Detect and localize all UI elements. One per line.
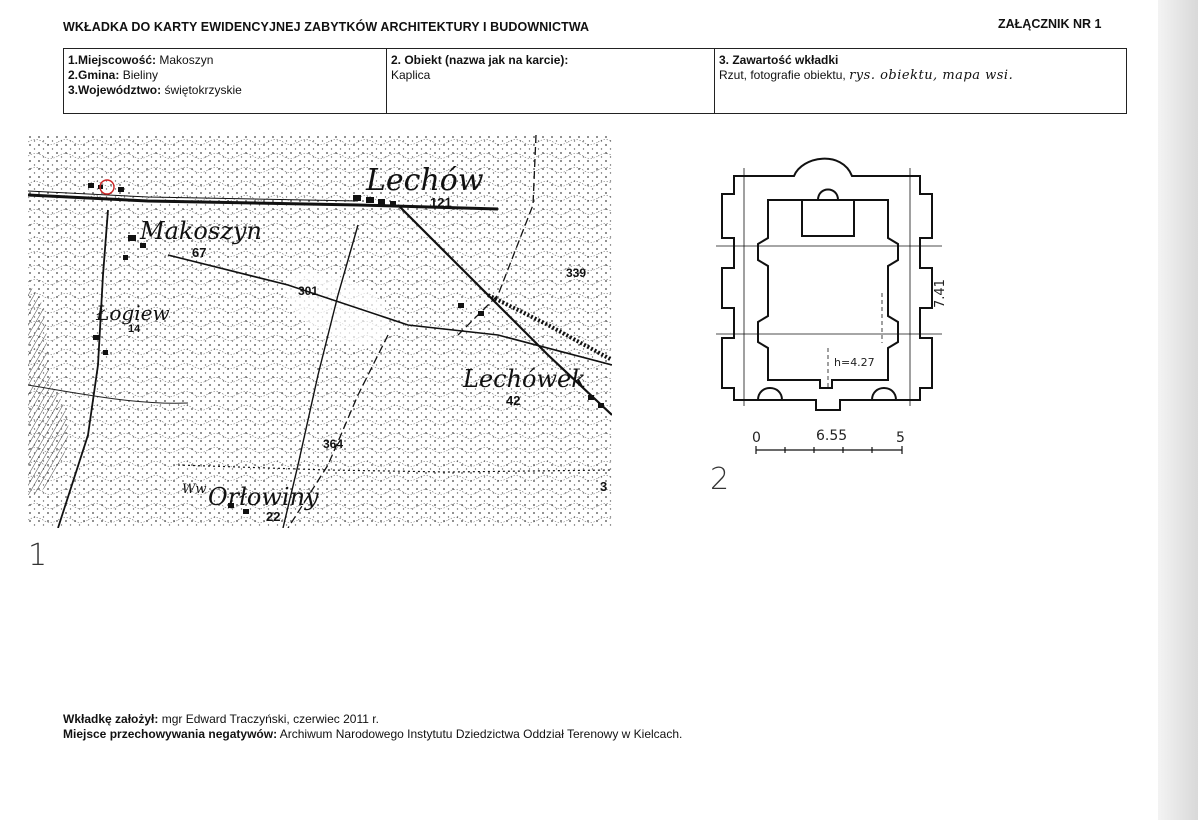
contents-cell <box>714 49 1126 113</box>
voivodeship-row <box>68 83 382 98</box>
contents-printed: Rzut, fotografie obiektu, <box>719 68 846 82</box>
map-label-logiew: Łogiew <box>96 301 170 325</box>
voivodeship-label: 3.Województwo: <box>68 83 162 97</box>
object-value: Kaplica <box>391 68 431 82</box>
floor-plan-drawing <box>712 148 972 468</box>
map-label-ww: Ww <box>182 482 207 497</box>
attachment-number: ZAŁĄCZNIK NR 1 <box>998 17 1102 31</box>
map-number-121: 121 <box>430 195 452 210</box>
voivodeship-value: świętokrzyskie <box>164 83 242 97</box>
storage-row <box>63 727 682 742</box>
map-graphic <box>28 135 612 528</box>
founder-value: mgr Edward Traczyński, czerwiec 2011 r. <box>161 712 379 726</box>
plan-scale-start: 0 <box>752 430 761 446</box>
plan-height-note: h=4.27 <box>834 356 875 369</box>
map-label-makoszyn: Makoszyn <box>140 217 262 245</box>
village-map <box>28 135 612 528</box>
map-number-3: 3 <box>600 479 608 494</box>
locality-row <box>68 53 382 68</box>
map-label-lechowek: Lechówek <box>463 365 586 393</box>
map-number-67: 67 <box>192 245 207 260</box>
map-number-339: 339 <box>566 266 587 280</box>
storage-value: Archiwum Narodowego Instytutu Dziedzictwa Oddział Terenowy w Kielcach. <box>279 727 683 741</box>
object-label: 2. Obiekt (nazwa jak na karcie): <box>391 53 569 67</box>
map-number-301: 301 <box>298 284 319 298</box>
founder-label: Wkładkę założył: <box>63 712 159 726</box>
locality-value: Makoszyn <box>159 53 214 67</box>
map-label-orlowiny: Orłowiny <box>208 483 319 511</box>
map-label-lechow: Lechów <box>366 163 484 198</box>
figure-number-2: 2 <box>710 462 730 497</box>
figure-number-1: 1 <box>28 538 48 573</box>
plan-axis-lines <box>716 168 942 406</box>
chapel-floor-plan <box>712 148 972 468</box>
map-number-14: 14 <box>128 323 141 335</box>
locality-label: 1.Miejscowość: <box>68 53 157 67</box>
page-edge-shadow <box>1158 0 1198 820</box>
plan-scale-bar <box>756 446 902 454</box>
map-number-364: 364 <box>323 437 344 451</box>
contents-handwritten: rys. obiektu, mapa wsi. <box>849 68 1014 83</box>
commune-label: 2.Gmina: <box>68 68 120 82</box>
map-number-22: 22 <box>266 509 281 524</box>
info-table <box>63 48 1127 114</box>
commune-value: Bieliny <box>122 68 159 82</box>
footer-notes <box>63 712 682 742</box>
plan-width-dimension: 7.41 <box>933 279 948 308</box>
document-title: WKŁADKA DO KARTY EWIDENCYJNEJ ZABYTKÓW ARCHITEKTURY I BUDOWNICTWA <box>63 20 590 34</box>
plan-walls <box>722 159 932 410</box>
founder-row <box>63 712 682 727</box>
contents-row <box>719 68 1122 83</box>
commune-row <box>68 68 382 83</box>
plan-length-dimension: 6.55 <box>816 428 848 444</box>
object-cell <box>386 49 714 113</box>
storage-label: Miejsce przechowywania negatywów: <box>63 727 278 741</box>
contents-label: 3. Zawartość wkładki <box>719 53 839 67</box>
plan-scale-end: 5 <box>896 430 905 446</box>
map-number-42: 42 <box>506 393 521 408</box>
location-cell <box>64 49 386 113</box>
